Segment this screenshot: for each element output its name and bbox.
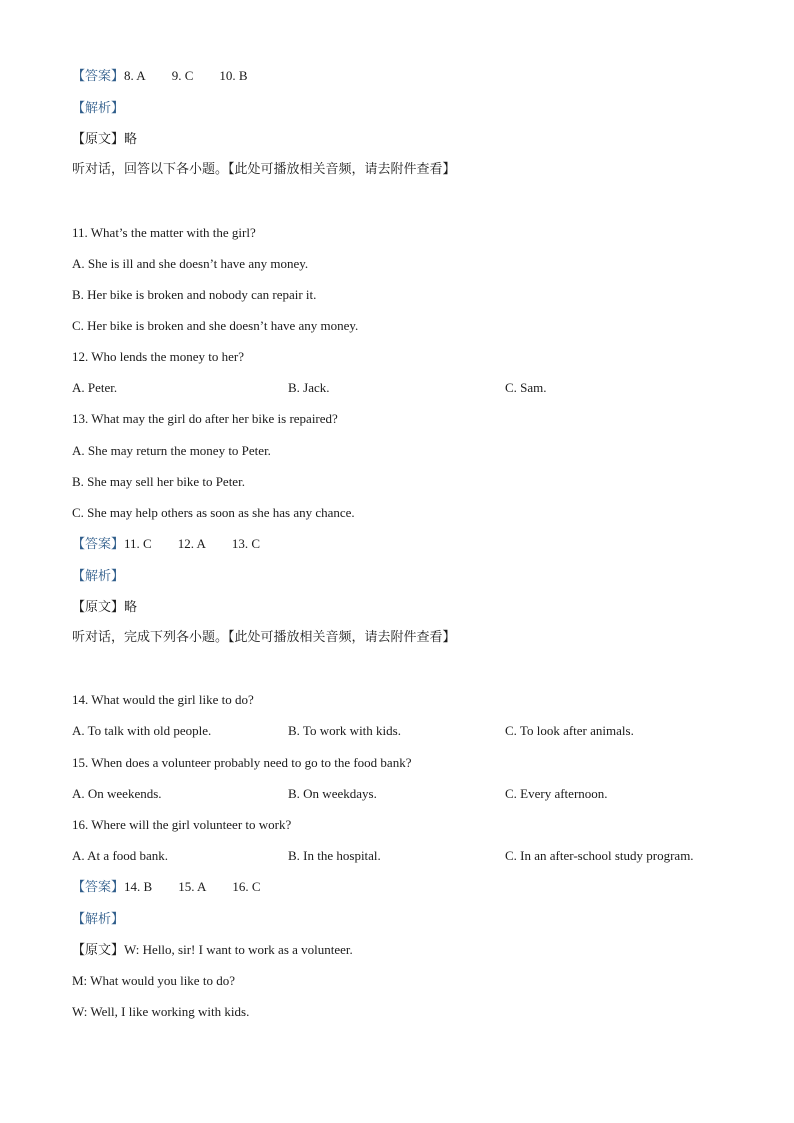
analysis-label: 【解析】 bbox=[72, 101, 125, 116]
q12-option-b: B. Jack. bbox=[288, 380, 330, 395]
q11-option-a: A. She is ill and she doesn’t have any money. bbox=[72, 256, 309, 271]
answer-label: 【答案】 bbox=[72, 69, 125, 84]
question-13: 13. What may the girl do after her bike is repaired? bbox=[72, 411, 338, 426]
question-14: 14. What would the girl like to do? bbox=[72, 692, 254, 707]
q15-option-b: B. On weekdays. bbox=[288, 786, 377, 801]
analysis-label: 【解析】 bbox=[72, 912, 125, 927]
analysis-line-2 bbox=[72, 568, 124, 585]
answer-line-1 bbox=[72, 68, 274, 85]
q14-option-a: A. To talk with old people. bbox=[72, 723, 212, 738]
omitted-text: 略 bbox=[124, 600, 138, 615]
analysis-line-3 bbox=[72, 911, 124, 928]
q12-option-c: C. Sam. bbox=[505, 380, 547, 395]
question-11: 11. What’s the matter with the girl? bbox=[72, 225, 256, 240]
answer-item: 9. C bbox=[171, 68, 194, 83]
answer-line-2 bbox=[72, 536, 286, 553]
answer-item: 11. C bbox=[124, 536, 152, 551]
question-12: 12. Who lends the money to her? bbox=[72, 349, 244, 364]
question-15: 15. When does a volunteer probably need to go to the food bank? bbox=[72, 755, 412, 770]
answer-label: 【答案】 bbox=[72, 880, 125, 895]
answer-item: 15. A bbox=[178, 879, 207, 894]
q13-option-a: A. She may return the money to Peter. bbox=[72, 443, 271, 458]
q11-option-b: B. Her bike is broken and nobody can repair it. bbox=[72, 287, 317, 302]
question-16: 16. Where will the girl volunteer to work? bbox=[72, 817, 292, 832]
answer-line-3 bbox=[72, 879, 287, 896]
analysis-label: 【解析】 bbox=[72, 569, 125, 584]
original-line-2 bbox=[72, 599, 137, 616]
instruction-2: 听对话，完成下列各小题。【此处可播放相关音频，请去附件查看】 bbox=[72, 630, 456, 645]
q13-option-b: B. She may sell her bike to Peter. bbox=[72, 474, 245, 489]
dialogue-line: W: Well, I like working with kids. bbox=[72, 1004, 250, 1019]
original-line-3 bbox=[72, 942, 353, 959]
answer-label: 【答案】 bbox=[72, 537, 125, 552]
q12-option-a: A. Peter. bbox=[72, 380, 118, 395]
answer-item: 10. B bbox=[219, 68, 248, 83]
q16-option-c: C. In an after-school study program. bbox=[505, 848, 694, 863]
q16-option-a: A. At a food bank. bbox=[72, 848, 169, 863]
answer-item: 13. C bbox=[231, 536, 261, 551]
answer-item: 12. A bbox=[177, 536, 206, 551]
original-label: 【原文】 bbox=[72, 943, 125, 958]
answer-item: 14. B bbox=[124, 879, 153, 894]
instruction-1: 听对话，回答以下各小题。【此处可播放相关音频，请去附件查看】 bbox=[72, 162, 456, 177]
original-line-1 bbox=[72, 131, 137, 148]
q13-option-c: C. She may help others as soon as she has any chance. bbox=[72, 505, 355, 520]
q11-option-c: C. Her bike is broken and she doesn’t have any money. bbox=[72, 318, 359, 333]
original-label: 【原文】 bbox=[72, 132, 125, 147]
q15-option-c: C. Every afternoon. bbox=[505, 786, 608, 801]
analysis-line-1 bbox=[72, 100, 124, 117]
omitted-text: 略 bbox=[124, 132, 138, 147]
dialogue-line: M: What would you like to do? bbox=[72, 973, 235, 988]
answer-item: 8. A bbox=[124, 68, 146, 83]
dialogue-line: W: Hello, sir! I want to work as a volunteer. bbox=[124, 942, 353, 957]
q16-option-b: B. In the hospital. bbox=[288, 848, 381, 863]
original-label: 【原文】 bbox=[72, 600, 125, 615]
answer-item: 16. C bbox=[232, 879, 261, 894]
q15-option-a: A. On weekends. bbox=[72, 786, 162, 801]
q14-option-c: C. To look after animals. bbox=[505, 723, 634, 738]
q14-option-b: B. To work with kids. bbox=[288, 723, 401, 738]
